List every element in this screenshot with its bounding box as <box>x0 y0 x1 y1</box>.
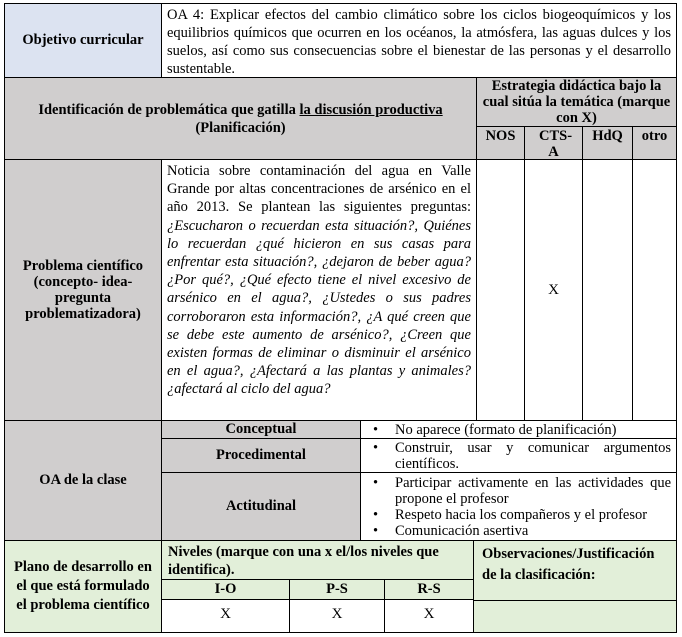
actitudinal-list <box>361 475 671 539</box>
curricular-objective-body: OA 4: Explicar efectos del cambio climático sobre los ciclos biogeoquímicos y los equilibrios químicos que ocurren en los océanos, la atmósfera, las aguas dulces y los suelos, así como sus consecuencias sobre el bienestar de las personas y el desarrollo sustentable. <box>167 7 671 77</box>
curricular-objective-text <box>161 3 677 78</box>
actitudinal-item: • Participar activamente en las actividades que propone el profesor <box>361 475 671 507</box>
strategy-col-otro <box>632 126 677 160</box>
conceptual-list <box>361 422 676 438</box>
level-ps-mark <box>289 599 385 633</box>
mark-cts-a-value: X <box>548 281 559 298</box>
level-io-mark-value: X <box>220 606 231 622</box>
scientific-problem-text <box>161 159 477 421</box>
strategy-col-otro-label: otro <box>641 128 668 144</box>
levels-header-text: Niveles (marque con una x el/los niveles que identifica). <box>168 544 439 578</box>
level-ps-label: P-S <box>326 581 348 597</box>
identification-text-part1: Identificación de problemática que gatilla <box>38 101 300 118</box>
level-io-mark <box>161 599 290 633</box>
mark-nos <box>476 159 525 421</box>
level-io-header <box>161 579 290 600</box>
observations-content <box>473 600 677 633</box>
identification-text-underlined: la discusión productiva <box>299 101 443 118</box>
level-rs-label: R-S <box>417 581 441 597</box>
class-objectives-label-text: OA de la clase <box>39 472 127 488</box>
procedimental-label-text: Procedimental <box>216 447 306 463</box>
conceptual-content <box>360 420 677 439</box>
level-rs-mark <box>384 599 474 633</box>
procedimental-content <box>360 438 677 473</box>
actitudinal-item: • Comunicación asertiva <box>361 523 671 539</box>
level-ps-header <box>289 579 385 600</box>
actitudinal-label-text: Actitudinal <box>225 498 297 514</box>
conceptual-label <box>161 420 361 439</box>
development-plane-label <box>4 540 162 633</box>
strategy-col-cts-a-label: CTS-A <box>539 128 573 160</box>
actitudinal-label <box>161 472 361 541</box>
actitudinal-item: • Respeto hacia los compañeros y el profesor <box>361 507 671 523</box>
class-objectives-label <box>4 420 162 541</box>
scientific-problem-questions: ¿Escucharon o recuerdan esta situación?, Quiénes lo recuerdan ¿qué hicieron en sus casas para enfrentar esta situación?, ¿dejaron de beber agua? ¿Por qué?, ¿Qué efecto tiene el nivel excesivo de arsénico en el agua?, ¿Ustedes o sus padres corroboraron esta información?, ¿A qué creen que se debe este aumento de arsénico?, ¿Creen que existen formas de eliminar o disminuir el arsénico en el agua?, ¿Afectará a las plantas y animales? ¿afectará al ciclo del agua? <box>167 217 471 398</box>
identification-text-part2: (Planificación) <box>195 119 286 136</box>
level-rs-mark-value: X <box>423 606 435 622</box>
mark-hdq <box>582 159 633 421</box>
strategy-col-cts-a <box>524 126 583 160</box>
development-plane-label-text: Plano de desarrollo en el que está formulado el problema científico <box>14 559 152 613</box>
level-io-label: I-O <box>214 581 237 597</box>
scientific-problem-label-text: Problema científico (concepto- idea- pregunta problematizadora) <box>22 258 144 322</box>
observations-header <box>473 540 677 601</box>
conceptual-label-text: Conceptual <box>225 421 297 437</box>
strategy-header <box>476 77 677 127</box>
procedimental-list <box>361 440 671 472</box>
observations-header-text: Observaciones/Justificación de la clasificación: <box>482 546 655 583</box>
strategy-col-nos <box>476 126 525 160</box>
strategy-header-text: Estrategia didáctica bajo la cual sitúa la temática (marque con X) <box>482 78 671 126</box>
conceptual-item: • No aparece (formato de planificación) <box>361 422 676 438</box>
strategy-col-hdq-label: HdQ <box>592 128 623 144</box>
level-ps-mark-value: X <box>331 606 343 622</box>
scientific-problem-label <box>4 159 162 421</box>
problem-identification-header <box>4 77 477 160</box>
curricular-objective-label-text: Objetivo curricular <box>22 32 144 48</box>
mark-cts-a <box>524 159 583 421</box>
scientific-problem-intro: Noticia sobre contaminación del agua en Valle Grande por altas concentraciones de arsénico en el año 2013. Se plantean las siguientes preguntas: <box>167 163 471 216</box>
strategy-col-nos-label: NOS <box>485 128 516 144</box>
level-rs-header <box>384 579 474 600</box>
procedimental-label <box>161 438 361 473</box>
procedimental-item: • Construir, usar y comunicar argumentos científicos. <box>361 440 671 472</box>
levels-header <box>161 540 474 580</box>
mark-otro <box>632 159 677 421</box>
actitudinal-content <box>360 472 677 541</box>
strategy-col-hdq <box>582 126 633 160</box>
curricular-objective-label <box>4 3 162 78</box>
